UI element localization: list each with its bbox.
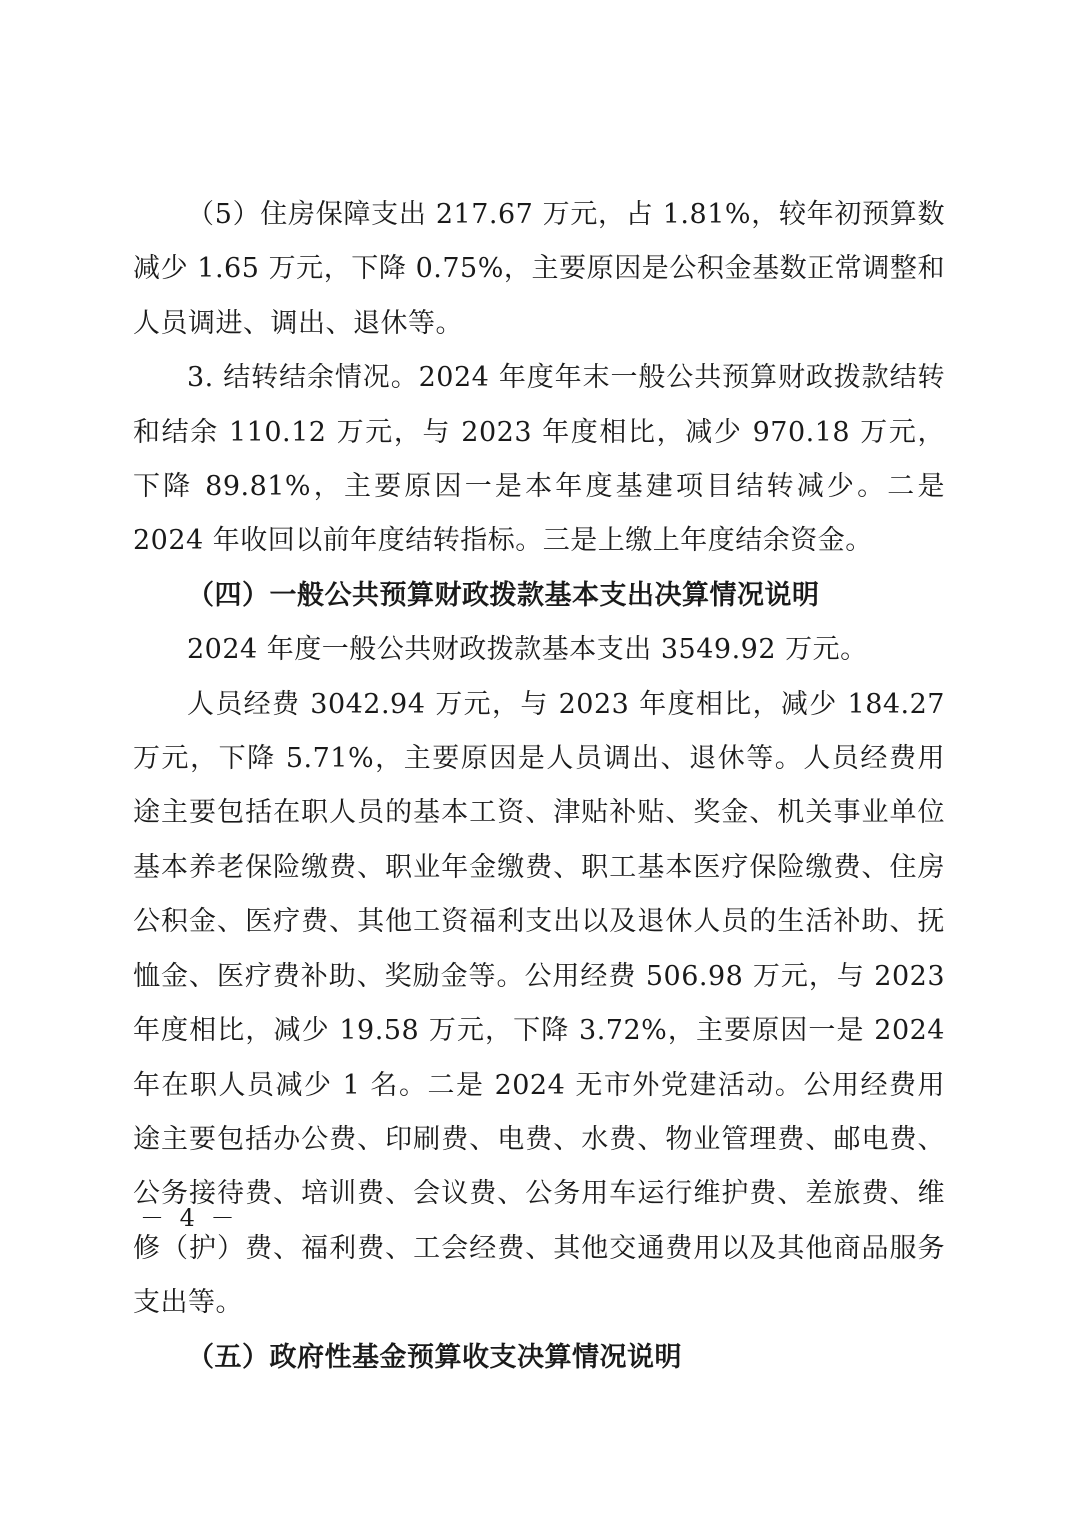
page-number: － 4 － [140,1204,239,1232]
section-heading-basic-expenditure: （四）一般公共预算财政拨款基本支出决算情况说明 [187,579,820,611]
section-heading-government-fund: （五）政府性基金预算收支决算情况说明 [187,1341,682,1373]
paragraph-housing-expenditure: （5）住房保障支出 217.67 万元，占 1.81%，较年初预算数减少 1.65 万元，下降 0.75%，主要原因是公积金基数正常调整和人员调进、调出、退休等。 [133,199,945,339]
paragraph-carryover-balance: 3. 结转结余情况。2024 年度年末一般公共预算财政拨款结转和结余 110.12 万元，与 2023 年度相比，减少 970.18 万元，下降 89.81%，主要原因一是本年度基建项目结转减少。二是 2024 年收回以前年度结转指标。三是上缴上年度结余资金。 [133,362,945,557]
document-body [133,188,945,1385]
paragraph-basic-expenditure-total: 2024 年度一般公共财政拨款基本支出 3549.92 万元。 [187,634,868,666]
paragraph-personnel-public-expenses: 人员经费 3042.94 万元，与 2023 年度相比，减少 184.27 万元，下降 5.71%，主要原因是人员调出、退休等。人员经费用途主要包括在职人员的基本工资、津贴补贴、奖金、机关事业单位基本养老保险缴费、职业年金缴费、职工基本医疗保险缴费、住房公积金、医疗费、其他工资福利支出以及退休人员的生活补助、抚恤金、医疗费补助、奖励金等。公用经费 506.98 万元，与 2023 年度相比，减少 19.58 万元，下降 3.72%，主要原因一是 2024 年在职人员减少 1 名。二是 2024 无市外党建活动。公用经费用途主要包括办公费、印刷费、电费、水费、物业管理费、邮电费、公务接待费、培训费、会议费、公务用车运行维护费、差旅费、维修（护）费、福利费、工会经费、其他交通费用以及其他商品服务支出等。 [133,688,945,1319]
